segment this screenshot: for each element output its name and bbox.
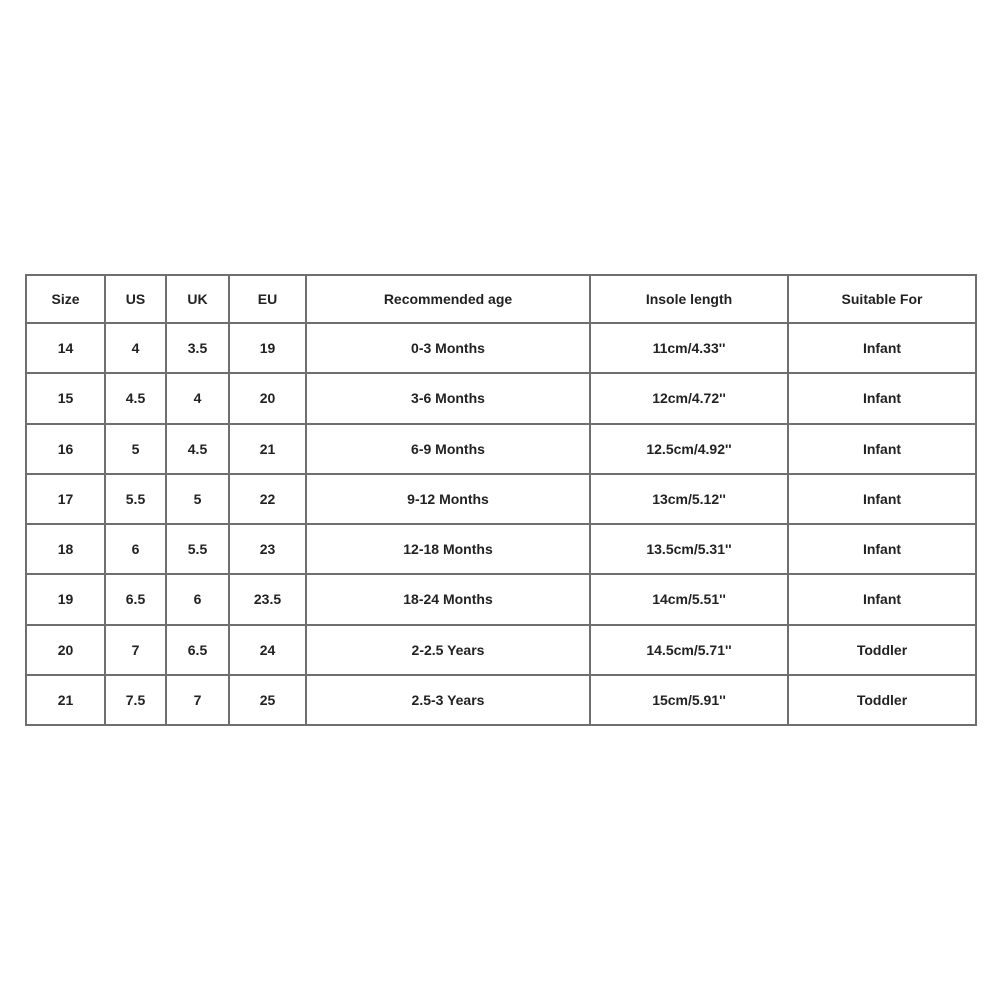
header-size: Size [26,275,105,323]
cell-uk: 7 [166,675,229,725]
cell-recommended-age: 18-24 Months [306,574,590,624]
table-row [26,524,976,574]
cell-recommended-age: 2.5-3 Years [306,675,590,725]
table-row [26,323,976,373]
header-row [26,275,976,323]
header-eu: EU [229,275,306,323]
cell-suitable-for: Infant [788,524,976,574]
cell-us: 6 [105,524,166,574]
cell-size: 18 [26,524,105,574]
cell-eu: 23 [229,524,306,574]
cell-recommended-age: 12-18 Months [306,524,590,574]
cell-us: 6.5 [105,574,166,624]
cell-size: 20 [26,625,105,675]
cell-size: 19 [26,574,105,624]
cell-size: 16 [26,424,105,474]
table-row [26,625,976,675]
cell-eu: 24 [229,625,306,675]
cell-insole-length: 12.5cm/4.92'' [590,424,788,474]
cell-us: 4 [105,323,166,373]
header-recommended-age: Recommended age [306,275,590,323]
table-row [26,373,976,423]
cell-eu: 21 [229,424,306,474]
cell-suitable-for: Toddler [788,675,976,725]
cell-uk: 6 [166,574,229,624]
cell-us: 5 [105,424,166,474]
cell-uk: 5 [166,474,229,524]
table-row [26,675,976,725]
cell-recommended-age: 3-6 Months [306,373,590,423]
cell-eu: 19 [229,323,306,373]
cell-us: 7 [105,625,166,675]
cell-size: 21 [26,675,105,725]
cell-suitable-for: Toddler [788,625,976,675]
header-suitable-for: Suitable For [788,275,976,323]
cell-uk: 4.5 [166,424,229,474]
cell-insole-length: 13cm/5.12'' [590,474,788,524]
cell-insole-length: 14cm/5.51'' [590,574,788,624]
cell-insole-length: 15cm/5.91'' [590,675,788,725]
header-us: US [105,275,166,323]
cell-insole-length: 13.5cm/5.31'' [590,524,788,574]
cell-suitable-for: Infant [788,323,976,373]
cell-eu: 23.5 [229,574,306,624]
header-insole-length: Insole length [590,275,788,323]
cell-us: 7.5 [105,675,166,725]
header-uk: UK [166,275,229,323]
cell-suitable-for: Infant [788,424,976,474]
cell-us: 4.5 [105,373,166,423]
cell-suitable-for: Infant [788,373,976,423]
cell-eu: 25 [229,675,306,725]
cell-recommended-age: 6-9 Months [306,424,590,474]
cell-uk: 3.5 [166,323,229,373]
cell-uk: 6.5 [166,625,229,675]
cell-uk: 5.5 [166,524,229,574]
cell-eu: 20 [229,373,306,423]
size-chart-table [25,274,977,726]
cell-eu: 22 [229,474,306,524]
cell-recommended-age: 2-2.5 Years [306,625,590,675]
cell-uk: 4 [166,373,229,423]
table-row [26,574,976,624]
cell-recommended-age: 9-12 Months [306,474,590,524]
cell-size: 14 [26,323,105,373]
cell-us: 5.5 [105,474,166,524]
cell-insole-length: 14.5cm/5.71'' [590,625,788,675]
cell-suitable-for: Infant [788,474,976,524]
cell-insole-length: 11cm/4.33'' [590,323,788,373]
cell-insole-length: 12cm/4.72'' [590,373,788,423]
cell-size: 17 [26,474,105,524]
cell-recommended-age: 0-3 Months [306,323,590,373]
table-row [26,474,976,524]
cell-size: 15 [26,373,105,423]
table-row [26,424,976,474]
cell-suitable-for: Infant [788,574,976,624]
